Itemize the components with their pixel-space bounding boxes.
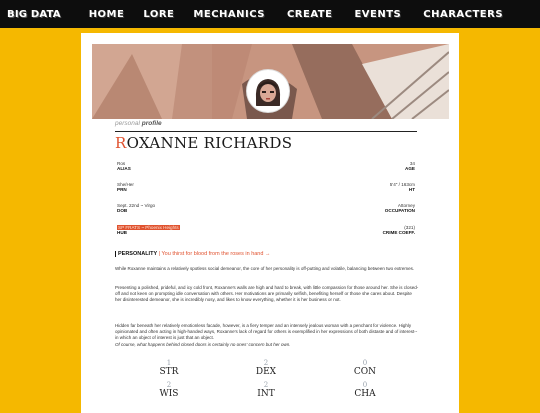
attribute-str: [139, 359, 199, 377]
attribute-con: [335, 359, 395, 377]
hub-label: HUB: [117, 230, 127, 235]
eyebrow-profile: profile: [141, 120, 162, 127]
nav-link-create[interactable]: CREATE: [286, 8, 333, 20]
attribute-label: STR: [159, 367, 179, 377]
section-eyebrow: [115, 120, 162, 127]
pronouns-value: She/Her: [117, 182, 134, 187]
nav-link-events[interactable]: EVENTS: [354, 8, 402, 20]
attribute-int: [236, 381, 296, 399]
age-value: 34: [409, 161, 415, 166]
nav-link-characters[interactable]: CHARACTERS: [423, 8, 504, 20]
attribute-label: DEX: [255, 367, 277, 377]
crime-coeff-label: CRIME COEFF.: [382, 230, 415, 235]
nav-link-mechanics[interactable]: MECHANICS: [193, 8, 265, 20]
nav-link-lore[interactable]: LORE: [143, 8, 175, 20]
hub-value[interactable]: SP FRATS ~ Phoenix Heights: [118, 225, 179, 230]
occupation-value: Attorney: [397, 203, 415, 208]
attribute-value: 0: [362, 381, 368, 389]
nav-links: [89, 9, 525, 20]
attribute-label: CHA: [354, 389, 376, 399]
attribute-dex: [236, 359, 296, 377]
personality-quote: | You thirst for blood from the roses in hand →: [158, 251, 271, 257]
name-rest: OXANNE RICHARDS: [126, 134, 293, 152]
site-logo[interactable]: BIG DATA: [7, 8, 61, 20]
nav-link-home[interactable]: HOME: [88, 8, 125, 20]
occupation-label: OCCUPATION: [384, 208, 415, 213]
attribute-label: INT: [257, 389, 275, 399]
personality-paragraph-1: While Roxanne maintains a relatively spotless social demeanor, the core of her personality is off-putting and volatile, balancing between two extremes.: [115, 266, 415, 271]
pronouns-label: PRN: [117, 187, 127, 192]
attribute-label: CON: [353, 367, 377, 377]
attribute-cha: [335, 381, 395, 399]
alias-value: Ros: [117, 161, 126, 166]
crime-coeff-value: (321): [404, 225, 415, 230]
height-label: HT: [408, 187, 415, 192]
attribute-value: 0: [362, 359, 368, 367]
attribute-value: 1: [166, 359, 172, 367]
attribute-value: 2: [263, 359, 269, 367]
personality-tag: PERSONALITY: [115, 251, 157, 257]
top-navbar: [0, 0, 540, 28]
attribute-label: WIS: [159, 389, 179, 399]
personality-heading: [115, 251, 270, 257]
eyebrow-personal: personal: [115, 120, 140, 127]
dob-value: Sept. 22nd ~ Virgo: [117, 203, 156, 208]
personality-closing-line: Of course, what happens behind closed doors is certainly no ones' concern but her own.: [115, 342, 291, 347]
attribute-value: 2: [166, 381, 172, 389]
character-avatar: [247, 70, 289, 112]
profile-card: [81, 33, 459, 413]
personality-paragraph-2: Presenting a polished, prideful, and icy cold front, Roxanne's walls are high and hard to break, with little compassion for those around her. She is closed-off and not keen on prompting idle conversation with others. Her motivations are primarily selfish, benefiting herself or those she cares about. Despite her disinterested demeanor, she is incredibly nosy, and likes to know everything, whether it is her business or not.: [115, 285, 419, 303]
height-value: 5'4" / 163cm: [389, 182, 415, 187]
age-label: AGE: [405, 166, 415, 171]
attribute-wis: [139, 381, 199, 399]
avatar-portrait: [249, 72, 287, 110]
attribute-value: 2: [263, 381, 269, 389]
dob-label: DOB: [117, 208, 128, 213]
title-divider: [115, 131, 417, 132]
name-initial: R: [115, 134, 127, 152]
personality-paragraph-3: Hidden far beneath her relatively emotionless facade, however, is a fiery temper and an intensely jealous woman with a penchant for violence. Highly opinionated and often acting in high-handed ways, Roxanne's lack of regard for others is exemplified in her expressions of both distaste and of interest--in which an object of interest is just that an object.: [115, 323, 418, 341]
alias-label: ALIAS: [117, 166, 131, 171]
character-name: [115, 134, 292, 152]
